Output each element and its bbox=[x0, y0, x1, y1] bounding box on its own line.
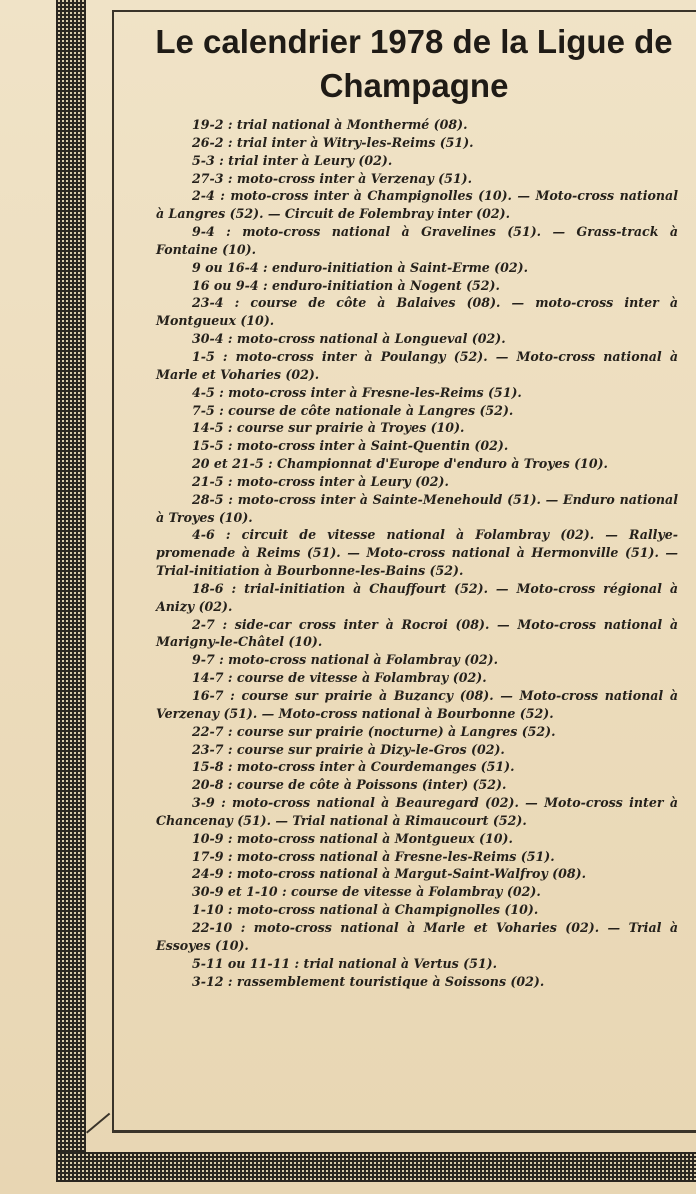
calendar-entry: 27-3 : moto-cross inter à Verzenay (51). bbox=[192, 170, 472, 186]
bottom-hatched-border bbox=[56, 1152, 696, 1182]
calendar-entry: 22-10 : moto-cross national à Marle et Voharies (02). — Trial à Essoyes (10). bbox=[156, 919, 678, 953]
calendar-entry: 17-9 : moto-cross national à Fresne-les-Reims (51). bbox=[192, 848, 555, 864]
calendar-entry: 15-5 : moto-cross inter à Saint-Quentin (02). bbox=[192, 438, 509, 454]
calendar-entry: 22-7 : course sur prairie (nocturne) à Langres (52). bbox=[192, 723, 556, 739]
calendar-entry: 23-7 : course sur prairie à Dizy-le-Gros (02). bbox=[192, 741, 505, 757]
calendar-entry: 23-4 : course de côte à Balaives (08). — moto-cross inter à Montgueux (10). bbox=[156, 295, 678, 329]
calendar-entry: 9-4 : moto-cross national à Gravelines (51). — Grass-track à Fontaine (10). bbox=[156, 224, 678, 257]
calendar-entry: 7-5 : course de côte nationale à Langres (52). bbox=[192, 402, 514, 418]
calendar-entry: 26-2 : trial inter à Witry-les-Reims (51). bbox=[192, 134, 474, 150]
calendar-entry: 14-5 : course sur prairie à Troyes (10). bbox=[192, 420, 465, 436]
calendar-entry: 19-2 : trial national à Monthermé (08). bbox=[192, 117, 468, 132]
calendar-entry: 28-5 : moto-cross inter à Sainte-Menehould (51). — Enduro national à Troyes (10). bbox=[156, 491, 678, 525]
calendar-entry: 14-7 : course de vitesse à Folambray (02). bbox=[192, 670, 487, 686]
calendar-entry: 5-3 : trial inter à Leury (02). bbox=[192, 152, 393, 168]
calendar-entry: 16 ou 9-4 : enduro-initiation à Nogent (52). bbox=[192, 277, 500, 293]
calendar-entry: 20-8 : course de côte à Poissons (inter) (52). bbox=[192, 777, 507, 793]
calendar-entry: 4-6 : circuit de vitesse national à Folambray (02). — Rallye-promenade à Reims (51). — Moto-cross national à Hermonville (51). — Trial-initiation à Bourbonne-les-Bains (52). bbox=[156, 527, 678, 579]
calendar-entry: 30-4 : moto-cross national à Longueval (02). bbox=[192, 331, 506, 347]
frame-rule-bottom bbox=[112, 1130, 696, 1133]
calendar-entry: 9 ou 16-4 : enduro-initiation à Saint-Erme (02). bbox=[192, 259, 529, 275]
calendar-entries bbox=[156, 116, 678, 990]
calendar-entry: 4-5 : moto-cross inter à Fresne-les-Reims (51). bbox=[192, 384, 522, 400]
calendar-entry: 1-10 : moto-cross national à Champignolles (10). bbox=[192, 902, 539, 918]
calendar-entry: 2-4 : moto-cross inter à Champignolles (10). — Moto-cross national à Langres (52). — Circuit de Folembray inter (02). bbox=[156, 188, 678, 222]
frame-rule-top bbox=[112, 10, 696, 12]
calendar-entry: 20 et 21-5 : Championnat d'Europe d'enduro à Troyes (10). bbox=[192, 456, 608, 472]
calendar-entry: 1-5 : moto-cross inter à Poulangy (52). — Moto-cross national à Marle et Voharies (02). bbox=[156, 348, 678, 382]
frame-corner-diagonal bbox=[86, 1113, 110, 1134]
calendar-entry: 5-11 ou 11-11 : trial national à Vertus (51). bbox=[192, 955, 497, 971]
left-hatched-border bbox=[56, 0, 86, 1180]
calendar-entry: 24-9 : moto-cross national à Margut-Saint-Walfroy (08). bbox=[192, 866, 586, 882]
calendar-entry: 2-7 : side-car cross inter à Rocroi (08). — Moto-cross national à Marigny-le-Châtel (10). bbox=[156, 616, 678, 650]
calendar-entry: 30-9 et 1-10 : course de vitesse à Folambray (02). bbox=[192, 884, 541, 900]
calendar-entry: 15-8 : moto-cross inter à Courdemanges (51). bbox=[192, 759, 515, 775]
calendar-entry: 9-7 : moto-cross national à Folambray (02). bbox=[192, 652, 499, 668]
calendar-entry: 16-7 : course sur prairie à Buzancy (08). — Moto-cross national à Verzenay (51). — Moto-cross national à Bourbonne (52). bbox=[156, 688, 678, 721]
calendar-entry: 3-9 : moto-cross national à Beauregard (02). — Moto-cross inter à Chancenay (51). — Trial national à Rimaucourt (52). bbox=[156, 795, 678, 828]
calendar-entry: 10-9 : moto-cross national à Montgueux (10). bbox=[192, 830, 513, 846]
calendar-entry: 21-5 : moto-cross inter à Leury (02). bbox=[192, 473, 449, 489]
calendar-entry: 3-12 : rassemblement touristique à Soissons (02). bbox=[192, 973, 545, 989]
frame-rule-left bbox=[112, 10, 114, 1132]
article-title: Le calendrier 1978 de la Ligue de Champagne bbox=[155, 23, 673, 104]
calendar-entry: 18-6 : trial-initiation à Chauffourt (52). — Moto-cross régional à Anizy (02). bbox=[156, 580, 678, 614]
